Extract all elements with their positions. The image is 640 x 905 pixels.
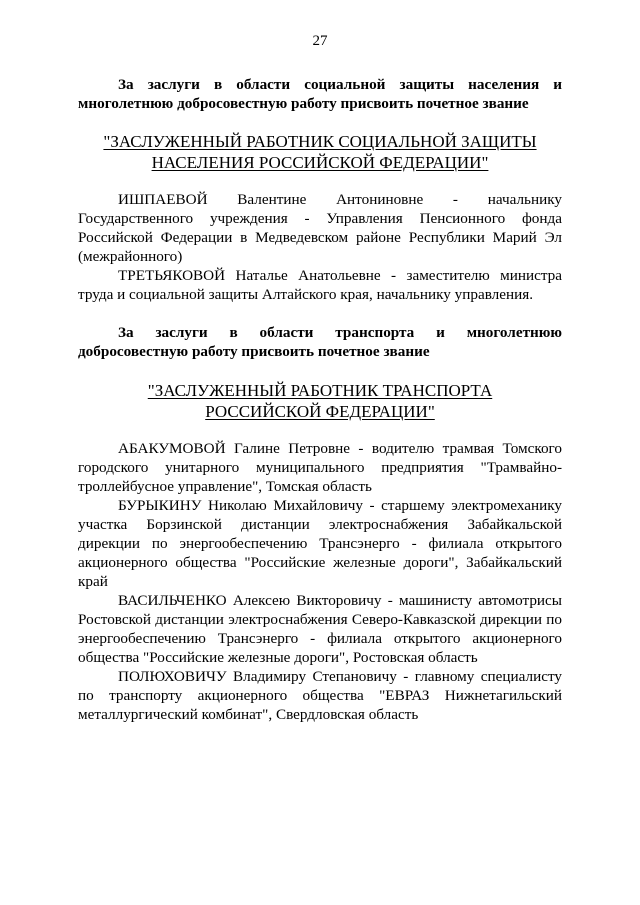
awardee-entry: АБАКУМОВОЙ Галине Петровне - водителю трамвая Томского городского унитарного муниципального предприятия "Трамвайно-троллейбусное управление", Томская область	[78, 440, 562, 495]
awardee-entry: БУРЫКИНУ Николаю Михайловичу - старшему электромеханику участка Борзинской дистанции электроснабжения Забайкальской дирекции по энергообеспечению Трансэнерго - филиала открытого акционерного общества "Российские железные дороги", Забайкальский край	[78, 497, 562, 590]
award-title	[78, 131, 562, 173]
awardee-entry: ПОЛЮХОВИЧУ Владимиру Степановичу - главному специалисту по транспорту акционерного общества "ЕВРАЗ Нижнетагильский металлургический комбинат", Свердловская область	[78, 668, 562, 723]
awardee-entry: ВАСИЛЬЧЕНКО Алексею Викторовичу - машинисту автомотрисы Ростовской дистанции электроснабжения Северо-Кавказской дирекции по энергообеспечению Трансэнерго - филиала открытого акционерного общества "Российские железные дороги", Ростовская область	[78, 592, 562, 666]
section-intro: За заслуги в области транспорта и многолетнюю добросовестную работу присвоить почетное звание	[78, 324, 562, 360]
awardee-list	[78, 439, 562, 724]
page-number: 27	[312, 33, 328, 49]
section-social-protection	[78, 75, 562, 304]
award-title-line: РОССИЙСКОЙ ФЕДЕРАЦИИ"	[205, 402, 435, 421]
section-intro: За заслуги в области социальной защиты населения и многолетнюю добросовестную работу присвоить почетное звание	[78, 76, 562, 112]
award-title-line: НАСЕЛЕНИЯ РОССИЙСКОЙ ФЕДЕРАЦИИ"	[151, 153, 489, 172]
award-title-line: "ЗАСЛУЖЕННЫЙ РАБОТНИК СОЦИАЛЬНОЙ ЗАЩИТЫ	[103, 132, 537, 151]
section-transport	[78, 323, 562, 724]
awardee-entry: ИШПАЕВОЙ Валентине Антониновне - начальнику Государственного учреждения - Управления Пенсионного фонда Российской Федерации в Медведевском районе Республики Марий Эл (межрайонного)	[78, 191, 562, 265]
awardee-entry: ТРЕТЬЯКОВОЙ Наталье Анатольевне - заместителю министра труда и социальной защиты Алтайского края, начальнику управления.	[78, 267, 562, 303]
awardee-list	[78, 190, 562, 304]
award-title	[78, 380, 562, 422]
document-body	[78, 75, 562, 724]
award-title-line: "ЗАСЛУЖЕННЫЙ РАБОТНИК ТРАНСПОРТА	[147, 381, 493, 400]
